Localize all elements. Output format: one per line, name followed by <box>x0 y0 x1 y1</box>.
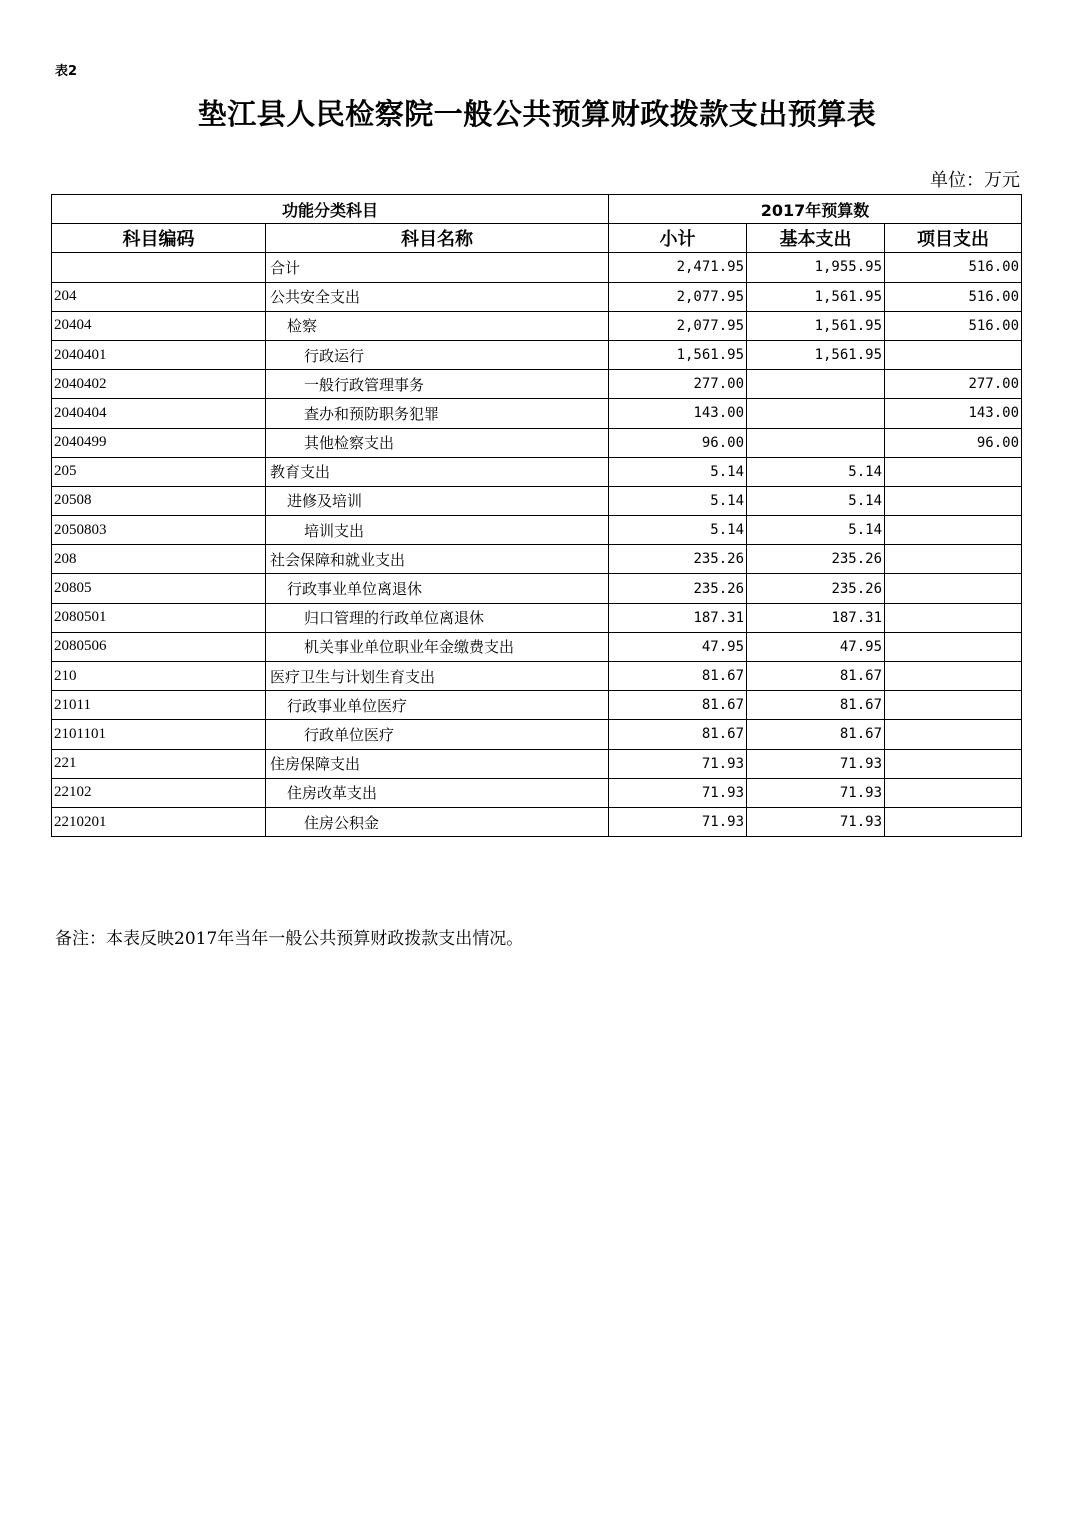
header-project: 项目支出 <box>885 224 1022 253</box>
row-subtotal: 235.26 <box>609 545 747 574</box>
row-subtotal: 2,077.95 <box>609 311 747 340</box>
row-subtotal: 81.67 <box>609 662 747 691</box>
row-basic <box>747 428 885 457</box>
row-basic: 5.14 <box>747 516 885 545</box>
row-project: 516.00 <box>885 282 1022 311</box>
table-row <box>52 545 1022 574</box>
header-basic: 基本支出 <box>747 224 885 253</box>
row-subtotal: 2,471.95 <box>609 253 747 282</box>
table-row <box>52 428 1022 457</box>
row-name: 教育支出 <box>266 457 609 486</box>
row-code: 20404 <box>52 311 266 340</box>
table-row <box>52 807 1022 836</box>
row-code: 2050803 <box>52 516 266 545</box>
row-code: 2040499 <box>52 428 266 457</box>
row-basic: 81.67 <box>747 662 885 691</box>
row-subtotal: 71.93 <box>609 749 747 778</box>
row-basic <box>747 399 885 428</box>
row-project <box>885 603 1022 632</box>
row-basic: 1,561.95 <box>747 340 885 369</box>
row-code: 208 <box>52 545 266 574</box>
row-name: 合计 <box>266 253 609 282</box>
table-row <box>52 603 1022 632</box>
unit-label: 单位：万元 <box>930 170 1020 191</box>
budget-table <box>51 194 1022 837</box>
table-row <box>52 662 1022 691</box>
row-code: 22102 <box>52 778 266 807</box>
row-project <box>885 691 1022 720</box>
row-project: 277.00 <box>885 370 1022 399</box>
table-number-label: 表2 <box>55 64 78 79</box>
footnote: 备注：本表反映2017年当年一般公共预算财政拨款支出情况。 <box>55 929 524 949</box>
row-subtotal: 2,077.95 <box>609 282 747 311</box>
table-row <box>52 632 1022 661</box>
table-row <box>52 457 1022 486</box>
row-basic: 71.93 <box>747 778 885 807</box>
header-subtotal: 小计 <box>609 224 747 253</box>
table-row <box>52 486 1022 515</box>
row-subtotal: 5.14 <box>609 457 747 486</box>
row-basic: 5.14 <box>747 457 885 486</box>
row-subtotal: 1,561.95 <box>609 340 747 369</box>
table-row <box>52 340 1022 369</box>
row-project: 516.00 <box>885 253 1022 282</box>
row-code: 20508 <box>52 486 266 515</box>
row-name: 社会保障和就业支出 <box>266 545 609 574</box>
row-project <box>885 457 1022 486</box>
row-subtotal: 71.93 <box>609 778 747 807</box>
row-subtotal: 277.00 <box>609 370 747 399</box>
table-header-row <box>52 224 1022 253</box>
row-basic: 5.14 <box>747 486 885 515</box>
row-name: 一般行政管理事务 <box>266 370 609 399</box>
row-name: 检察 <box>266 311 609 340</box>
row-basic: 235.26 <box>747 545 885 574</box>
table-row <box>52 574 1022 603</box>
table-row <box>52 253 1022 282</box>
header-budget-year: 2017年预算数 <box>609 195 1022 224</box>
row-code: 221 <box>52 749 266 778</box>
row-project <box>885 340 1022 369</box>
row-code: 204 <box>52 282 266 311</box>
row-name: 医疗卫生与计划生育支出 <box>266 662 609 691</box>
row-name: 住房公积金 <box>266 807 609 836</box>
row-subtotal: 81.67 <box>609 691 747 720</box>
row-basic: 47.95 <box>747 632 885 661</box>
row-code: 2080501 <box>52 603 266 632</box>
row-project <box>885 807 1022 836</box>
table-header-group-row <box>52 195 1022 224</box>
row-subtotal: 96.00 <box>609 428 747 457</box>
table-row <box>52 282 1022 311</box>
row-project <box>885 516 1022 545</box>
row-code: 2040402 <box>52 370 266 399</box>
row-basic: 81.67 <box>747 691 885 720</box>
table-row <box>52 720 1022 749</box>
row-project <box>885 545 1022 574</box>
row-code: 2080506 <box>52 632 266 661</box>
header-code: 科目编码 <box>52 224 266 253</box>
row-name: 行政单位医疗 <box>266 720 609 749</box>
row-subtotal: 235.26 <box>609 574 747 603</box>
row-project <box>885 778 1022 807</box>
row-subtotal: 187.31 <box>609 603 747 632</box>
row-name: 机关事业单位职业年金缴费支出 <box>266 632 609 661</box>
row-basic: 1,561.95 <box>747 311 885 340</box>
table-row <box>52 399 1022 428</box>
row-name: 住房保障支出 <box>266 749 609 778</box>
row-name: 进修及培训 <box>266 486 609 515</box>
table-row <box>52 311 1022 340</box>
row-name: 住房改革支出 <box>266 778 609 807</box>
row-project <box>885 749 1022 778</box>
row-subtotal: 5.14 <box>609 486 747 515</box>
row-basic: 1,561.95 <box>747 282 885 311</box>
row-basic <box>747 370 885 399</box>
row-name: 行政运行 <box>266 340 609 369</box>
row-basic: 81.67 <box>747 720 885 749</box>
row-name: 查办和预防职务犯罪 <box>266 399 609 428</box>
row-project: 516.00 <box>885 311 1022 340</box>
row-code: 210 <box>52 662 266 691</box>
row-code: 21011 <box>52 691 266 720</box>
row-project: 143.00 <box>885 399 1022 428</box>
row-code: 2040404 <box>52 399 266 428</box>
row-subtotal: 5.14 <box>609 516 747 545</box>
page-title: 垫江县人民检察院一般公共预算财政拨款支出预算表 <box>197 97 877 131</box>
row-project <box>885 486 1022 515</box>
table-row <box>52 778 1022 807</box>
row-project <box>885 720 1022 749</box>
row-code: 2040401 <box>52 340 266 369</box>
row-code: 20805 <box>52 574 266 603</box>
table-row <box>52 691 1022 720</box>
header-function-category: 功能分类科目 <box>52 195 609 224</box>
row-subtotal: 47.95 <box>609 632 747 661</box>
row-name: 归口管理的行政单位离退休 <box>266 603 609 632</box>
row-project <box>885 632 1022 661</box>
row-code: 205 <box>52 457 266 486</box>
table-body <box>52 253 1022 837</box>
row-basic: 71.93 <box>747 749 885 778</box>
row-name: 公共安全支出 <box>266 282 609 311</box>
row-project <box>885 574 1022 603</box>
row-name: 行政事业单位医疗 <box>266 691 609 720</box>
row-subtotal: 143.00 <box>609 399 747 428</box>
row-subtotal: 71.93 <box>609 807 747 836</box>
row-project <box>885 662 1022 691</box>
row-name: 培训支出 <box>266 516 609 545</box>
row-code: 2101101 <box>52 720 266 749</box>
row-basic: 71.93 <box>747 807 885 836</box>
row-subtotal: 81.67 <box>609 720 747 749</box>
header-name: 科目名称 <box>266 224 609 253</box>
table-row <box>52 516 1022 545</box>
row-basic: 187.31 <box>747 603 885 632</box>
row-code <box>52 253 266 282</box>
row-project: 96.00 <box>885 428 1022 457</box>
row-basic: 1,955.95 <box>747 253 885 282</box>
table-row <box>52 370 1022 399</box>
row-basic: 235.26 <box>747 574 885 603</box>
row-name: 其他检察支出 <box>266 428 609 457</box>
table-row <box>52 749 1022 778</box>
row-name: 行政事业单位离退休 <box>266 574 609 603</box>
row-code: 2210201 <box>52 807 266 836</box>
